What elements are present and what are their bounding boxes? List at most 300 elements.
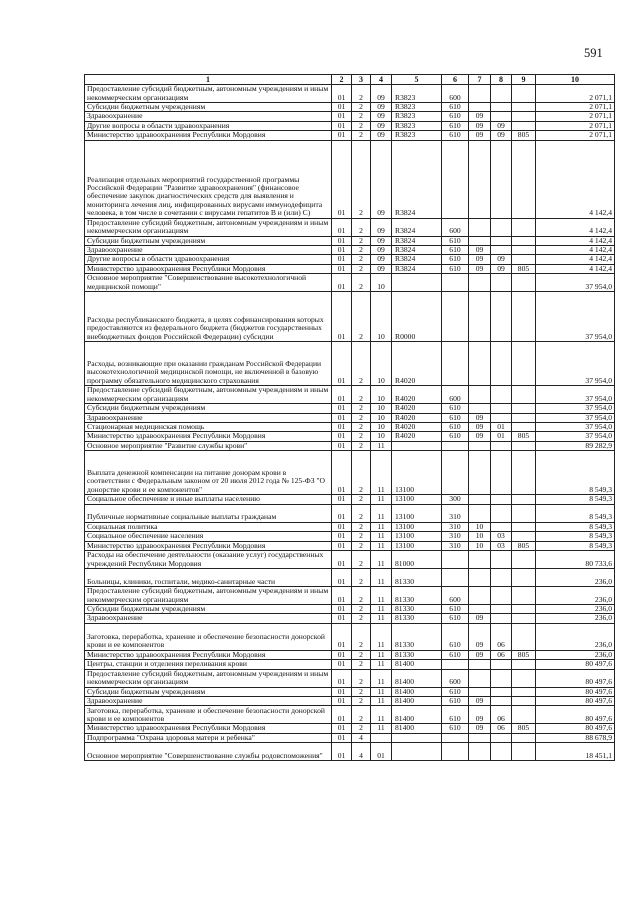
code-subprogram: 4 — [352, 743, 371, 761]
code-event: 09 — [371, 131, 392, 140]
code-ministry: 805 — [512, 650, 536, 659]
code-target-article: R4020 — [392, 386, 442, 404]
code-section — [469, 660, 491, 669]
code-event: 11 — [371, 706, 392, 724]
amount: 236,0 — [536, 568, 615, 586]
table-row — [85, 568, 615, 586]
code-ministry: 805 — [512, 264, 536, 273]
table-row — [85, 404, 615, 413]
code-expense-type — [442, 140, 469, 218]
code-expense-type: 310 — [442, 532, 469, 541]
row-description: Предоставление субсидий бюджетным, автономным учреждениям и иным некоммерческим организациям — [85, 669, 332, 687]
code-subsection — [491, 413, 512, 422]
code-ministry — [512, 274, 536, 292]
table-row — [85, 724, 615, 733]
amount: 236,0 — [536, 623, 615, 650]
table-row — [85, 386, 615, 404]
code-target-article: 81330 — [392, 568, 442, 586]
row-description: Субсидии бюджетным учреждениям — [85, 687, 332, 696]
table-row — [85, 112, 615, 121]
code-ministry — [512, 423, 536, 432]
code-program: 01 — [332, 504, 352, 522]
amount: 4 142,4 — [536, 218, 615, 236]
code-section: 09 — [469, 413, 491, 422]
code-ministry: 805 — [512, 724, 536, 733]
row-description: Социальная политика — [85, 522, 332, 531]
row-description: Министерство здравоохранения Республики Мордовия — [85, 131, 332, 140]
code-target-article: 81400 — [392, 687, 442, 696]
amount: 80 497,6 — [536, 687, 615, 696]
row-description: Расходы республиканского бюджета, в целях софинансирования которых предоставляются из федерального бюджета (бюджетов государственных внебюджетных фондов Российской Федерации) субсидии — [85, 292, 332, 342]
amount: 4 142,4 — [536, 264, 615, 273]
code-section: 09 — [469, 614, 491, 623]
code-expense-type: 610 — [442, 112, 469, 121]
code-subsection — [491, 236, 512, 245]
code-subprogram: 2 — [352, 522, 371, 531]
code-ministry — [512, 103, 536, 112]
code-ministry — [512, 504, 536, 522]
column-header-5: 5 — [392, 75, 442, 85]
row-description: Другие вопросы в области здравоохранения — [85, 255, 332, 264]
code-program: 01 — [332, 112, 352, 121]
amount: 2 071,1 — [536, 121, 615, 130]
code-event: 09 — [371, 236, 392, 245]
table-row — [85, 103, 615, 112]
code-section: 09 — [469, 706, 491, 724]
code-program: 01 — [332, 264, 352, 273]
row-description: Стационарная медицинская помощь — [85, 423, 332, 432]
row-description: Публичные нормативные социальные выплаты гражданам — [85, 504, 332, 522]
code-expense-type: 610 — [442, 724, 469, 733]
code-target-article: R4020 — [392, 413, 442, 422]
code-subprogram: 4 — [352, 733, 371, 742]
code-expense-type — [442, 342, 469, 386]
row-description: Министерство здравоохранения Республики Мордовия — [85, 432, 332, 441]
amount: 2 071,1 — [536, 131, 615, 140]
amount: 4 142,4 — [536, 236, 615, 245]
table-row — [85, 432, 615, 441]
code-program: 01 — [332, 586, 352, 604]
code-subsection — [491, 733, 512, 742]
code-program: 01 — [332, 706, 352, 724]
code-event: 11 — [371, 650, 392, 659]
row-description: Предоставление субсидий бюджетным, автономным учреждениям и иным некоммерческим организациям — [85, 386, 332, 404]
code-subsection — [491, 522, 512, 531]
code-ministry: 805 — [512, 131, 536, 140]
code-program: 01 — [332, 342, 352, 386]
code-section — [469, 733, 491, 742]
code-section: 09 — [469, 255, 491, 264]
code-subprogram: 2 — [352, 103, 371, 112]
amount: 2 071,1 — [536, 103, 615, 112]
code-target-article: 81000 — [392, 550, 442, 568]
code-event: 11 — [371, 504, 392, 522]
budget-table-container — [84, 74, 614, 761]
code-section: 09 — [469, 432, 491, 441]
row-description: Основное мероприятие "Совершенствование высокотехнологичной медицинской помощи" — [85, 274, 332, 292]
code-ministry — [512, 246, 536, 255]
amount: 37 954,0 — [536, 432, 615, 441]
code-section — [469, 85, 491, 103]
amount: 8 549,3 — [536, 451, 615, 495]
code-subsection: 06 — [491, 623, 512, 650]
code-ministry — [512, 85, 536, 103]
code-expense-type — [442, 292, 469, 342]
amount: 236,0 — [536, 604, 615, 613]
amount: 37 954,0 — [536, 413, 615, 422]
code-subprogram: 2 — [352, 255, 371, 264]
code-subprogram: 2 — [352, 696, 371, 705]
code-section — [469, 103, 491, 112]
code-subsection — [491, 274, 512, 292]
code-event: 10 — [371, 274, 392, 292]
code-subprogram: 2 — [352, 568, 371, 586]
code-program: 01 — [332, 236, 352, 245]
code-subsection: 06 — [491, 706, 512, 724]
code-expense-type: 610 — [442, 246, 469, 255]
code-ministry — [512, 550, 536, 568]
amount: 80 497,6 — [536, 669, 615, 687]
table-row — [85, 85, 615, 103]
code-expense-type: 610 — [442, 423, 469, 432]
amount: 80 497,6 — [536, 696, 615, 705]
code-program: 01 — [332, 733, 352, 742]
amount: 8 549,3 — [536, 504, 615, 522]
code-program: 01 — [332, 386, 352, 404]
code-event: 11 — [371, 669, 392, 687]
code-section: 09 — [469, 246, 491, 255]
code-subprogram: 2 — [352, 386, 371, 404]
table-row — [85, 669, 615, 687]
code-target-article: R3824 — [392, 246, 442, 255]
code-subprogram: 2 — [352, 706, 371, 724]
code-section: 09 — [469, 650, 491, 659]
code-subsection — [491, 404, 512, 413]
code-section — [469, 441, 491, 450]
code-subsection: 03 — [491, 541, 512, 550]
code-subprogram: 2 — [352, 246, 371, 255]
row-description: Социальное обеспечение и иные выплаты населению — [85, 495, 332, 504]
code-target-article — [392, 733, 442, 742]
code-program: 01 — [332, 522, 352, 531]
amount: 80 733,6 — [536, 550, 615, 568]
code-subprogram: 2 — [352, 236, 371, 245]
code-target-article: R3823 — [392, 85, 442, 103]
code-section — [469, 568, 491, 586]
table-row — [85, 255, 615, 264]
amount: 4 142,4 — [536, 246, 615, 255]
code-subsection: 09 — [491, 131, 512, 140]
code-section: 10 — [469, 532, 491, 541]
code-expense-type: 610 — [442, 650, 469, 659]
amount: 236,0 — [536, 614, 615, 623]
code-ministry — [512, 236, 536, 245]
code-expense-type: 310 — [442, 541, 469, 550]
code-event: 11 — [371, 441, 392, 450]
code-target-article: 13100 — [392, 532, 442, 541]
code-expense-type: 610 — [442, 264, 469, 273]
table-row — [85, 218, 615, 236]
code-target-article — [392, 274, 442, 292]
code-section: 09 — [469, 131, 491, 140]
code-event: 10 — [371, 413, 392, 422]
code-section — [469, 140, 491, 218]
code-ministry — [512, 706, 536, 724]
code-event: 10 — [371, 423, 392, 432]
code-target-article: 81330 — [392, 650, 442, 659]
code-event: 09 — [371, 112, 392, 121]
row-description: Предоставление субсидий бюджетным, автономным учреждениям и иным некоммерческим организациям — [85, 218, 332, 236]
table-row — [85, 614, 615, 623]
code-subsection — [491, 451, 512, 495]
row-description: Основное мероприятие "Совершенствование службы родовспоможения" — [85, 743, 332, 761]
code-subsection: 06 — [491, 650, 512, 659]
table-row — [85, 131, 615, 140]
code-expense-type — [442, 660, 469, 669]
code-section: 09 — [469, 112, 491, 121]
code-section — [469, 218, 491, 236]
code-ministry — [512, 140, 536, 218]
amount: 37 954,0 — [536, 342, 615, 386]
budget-table — [84, 74, 615, 761]
code-program: 01 — [332, 550, 352, 568]
table-row — [85, 264, 615, 273]
code-subprogram: 2 — [352, 112, 371, 121]
code-subsection — [491, 669, 512, 687]
row-description: Здравоохранение — [85, 413, 332, 422]
code-program: 01 — [332, 140, 352, 218]
amount: 37 954,0 — [536, 404, 615, 413]
code-expense-type — [442, 568, 469, 586]
code-section: 10 — [469, 522, 491, 531]
code-program: 01 — [332, 255, 352, 264]
column-header-1: 1 — [85, 75, 332, 85]
code-subprogram: 2 — [352, 413, 371, 422]
row-description: Министерство здравоохранения Республики Мордовия — [85, 724, 332, 733]
code-program: 01 — [332, 85, 352, 103]
code-subsection — [491, 550, 512, 568]
code-subprogram: 2 — [352, 140, 371, 218]
code-section: 09 — [469, 121, 491, 130]
code-event: 11 — [371, 660, 392, 669]
table-row — [85, 413, 615, 422]
code-subprogram: 2 — [352, 541, 371, 550]
table-body — [85, 85, 615, 761]
code-event: 11 — [371, 614, 392, 623]
code-expense-type: 600 — [442, 669, 469, 687]
code-event: 09 — [371, 140, 392, 218]
code-section — [469, 687, 491, 696]
code-event: 10 — [371, 386, 392, 404]
code-target-article: 13100 — [392, 541, 442, 550]
table-row — [85, 274, 615, 292]
code-expense-type: 610 — [442, 432, 469, 441]
code-expense-type: 600 — [442, 85, 469, 103]
code-expense-type — [442, 441, 469, 450]
row-description: Субсидии бюджетным учреждениям — [85, 604, 332, 613]
row-description: Министерство здравоохранения Республики Мордовия — [85, 650, 332, 659]
code-ministry — [512, 121, 536, 130]
code-ministry — [512, 404, 536, 413]
code-section — [469, 550, 491, 568]
code-subprogram: 2 — [352, 660, 371, 669]
code-ministry — [512, 660, 536, 669]
table-row — [85, 743, 615, 761]
code-program: 01 — [332, 614, 352, 623]
code-target-article: R3823 — [392, 103, 442, 112]
code-program: 01 — [332, 451, 352, 495]
code-event: 11 — [371, 541, 392, 550]
row-description: Реализация отдельных мероприятий государственной программы Российской Федерации "Развитие здравоохранения" (финансовое обеспечение закупок диагностических средств для выявления и мониторинга лечения лиц, инфицированных вирусами иммунодефицита человека, в том числе в сочетании с вирусами гепатитов В и (или) С) — [85, 140, 332, 218]
code-subprogram: 2 — [352, 121, 371, 130]
code-expense-type: 610 — [442, 404, 469, 413]
code-subsection — [491, 292, 512, 342]
code-ministry — [512, 568, 536, 586]
code-ministry — [512, 604, 536, 613]
code-program: 01 — [332, 246, 352, 255]
code-subprogram: 2 — [352, 532, 371, 541]
code-event: 11 — [371, 623, 392, 650]
code-subprogram: 2 — [352, 623, 371, 650]
table-row — [85, 696, 615, 705]
row-description: Выплата денежной компенсации на питание донорам крови в соответствии с Федеральным законом от 20 июля 2012 года № 125-ФЗ "О донорстве крови и ее компонентов" — [85, 451, 332, 495]
code-event: 11 — [371, 451, 392, 495]
row-description: Субсидии бюджетным учреждениям — [85, 103, 332, 112]
amount: 37 954,0 — [536, 423, 615, 432]
code-program: 01 — [332, 131, 352, 140]
row-description: Здравоохранение — [85, 112, 332, 121]
code-subprogram: 2 — [352, 550, 371, 568]
code-subsection — [491, 386, 512, 404]
code-subsection — [491, 140, 512, 218]
code-subsection — [491, 568, 512, 586]
amount: 4 142,4 — [536, 255, 615, 264]
row-description: Здравоохранение — [85, 696, 332, 705]
code-target-article: 81330 — [392, 623, 442, 650]
column-header-10: 10 — [536, 75, 615, 85]
column-header-6: 6 — [442, 75, 469, 85]
code-expense-type: 600 — [442, 586, 469, 604]
code-ministry — [512, 413, 536, 422]
code-subprogram: 2 — [352, 292, 371, 342]
code-expense-type — [442, 743, 469, 761]
column-header-4: 4 — [371, 75, 392, 85]
amount: 89 282,9 — [536, 441, 615, 450]
code-program: 01 — [332, 292, 352, 342]
table-row — [85, 604, 615, 613]
code-target-article: R3823 — [392, 131, 442, 140]
code-section — [469, 386, 491, 404]
code-program: 01 — [332, 660, 352, 669]
code-subsection — [491, 660, 512, 669]
code-expense-type: 610 — [442, 413, 469, 422]
code-subprogram: 2 — [352, 650, 371, 659]
code-subprogram: 2 — [352, 687, 371, 696]
code-subsection: 01 — [491, 423, 512, 432]
table-row — [85, 342, 615, 386]
amount: 236,0 — [536, 650, 615, 659]
amount: 8 549,3 — [536, 495, 615, 504]
code-subprogram: 2 — [352, 404, 371, 413]
code-subsection — [491, 586, 512, 604]
code-subprogram: 2 — [352, 264, 371, 273]
code-target-article: R3824 — [392, 255, 442, 264]
code-section — [469, 504, 491, 522]
code-program: 01 — [332, 724, 352, 733]
code-section — [469, 342, 491, 386]
code-ministry — [512, 255, 536, 264]
row-description: Министерство здравоохранения Республики Мордовия — [85, 541, 332, 550]
code-subprogram: 2 — [352, 423, 371, 432]
table-row — [85, 660, 615, 669]
code-program: 01 — [332, 121, 352, 130]
code-target-article: R0000 — [392, 292, 442, 342]
code-expense-type: 300 — [442, 495, 469, 504]
table-row — [85, 532, 615, 541]
code-target-article: 81400 — [392, 696, 442, 705]
code-program: 01 — [332, 495, 352, 504]
code-subsection — [491, 604, 512, 613]
row-description: Министерство здравоохранения Республики Мордовия — [85, 264, 332, 273]
code-section: 09 — [469, 264, 491, 273]
code-section — [469, 404, 491, 413]
code-ministry — [512, 112, 536, 121]
column-header-8: 8 — [491, 75, 512, 85]
code-ministry — [512, 386, 536, 404]
code-expense-type: 610 — [442, 687, 469, 696]
code-subsection: 09 — [491, 264, 512, 273]
code-expense-type — [442, 550, 469, 568]
code-event: 10 — [371, 292, 392, 342]
code-subsection — [491, 504, 512, 522]
code-subsection — [491, 85, 512, 103]
table-row — [85, 586, 615, 604]
code-expense-type: 610 — [442, 103, 469, 112]
code-subprogram: 2 — [352, 724, 371, 733]
code-event: 09 — [371, 103, 392, 112]
code-subsection: 06 — [491, 724, 512, 733]
row-description: Заготовка, переработка, хранение и обеспечение безопасности донорской крови и ее компонентов — [85, 706, 332, 724]
row-description: Подпрограмма "Охрана здоровья матери и ребенка" — [85, 733, 332, 742]
code-program: 01 — [332, 568, 352, 586]
code-ministry — [512, 218, 536, 236]
code-subsection: 09 — [491, 255, 512, 264]
code-ministry — [512, 292, 536, 342]
amount: 37 954,0 — [536, 292, 615, 342]
code-target-article: 81400 — [392, 660, 442, 669]
code-event: 09 — [371, 246, 392, 255]
code-subprogram: 2 — [352, 218, 371, 236]
code-event: 09 — [371, 218, 392, 236]
amount: 18 451,1 — [536, 743, 615, 761]
code-subprogram: 2 — [352, 451, 371, 495]
code-ministry — [512, 614, 536, 623]
code-program: 01 — [332, 604, 352, 613]
table-row — [85, 623, 615, 650]
code-expense-type — [442, 451, 469, 495]
table-row — [85, 441, 615, 450]
code-section — [469, 669, 491, 687]
code-subprogram: 2 — [352, 274, 371, 292]
table-row — [85, 504, 615, 522]
code-section — [469, 604, 491, 613]
code-subsection — [491, 614, 512, 623]
code-section — [469, 451, 491, 495]
code-event: 10 — [371, 404, 392, 413]
amount: 2 071,1 — [536, 85, 615, 103]
code-subprogram: 2 — [352, 586, 371, 604]
row-description: Субсидии бюджетным учреждениям — [85, 236, 332, 245]
